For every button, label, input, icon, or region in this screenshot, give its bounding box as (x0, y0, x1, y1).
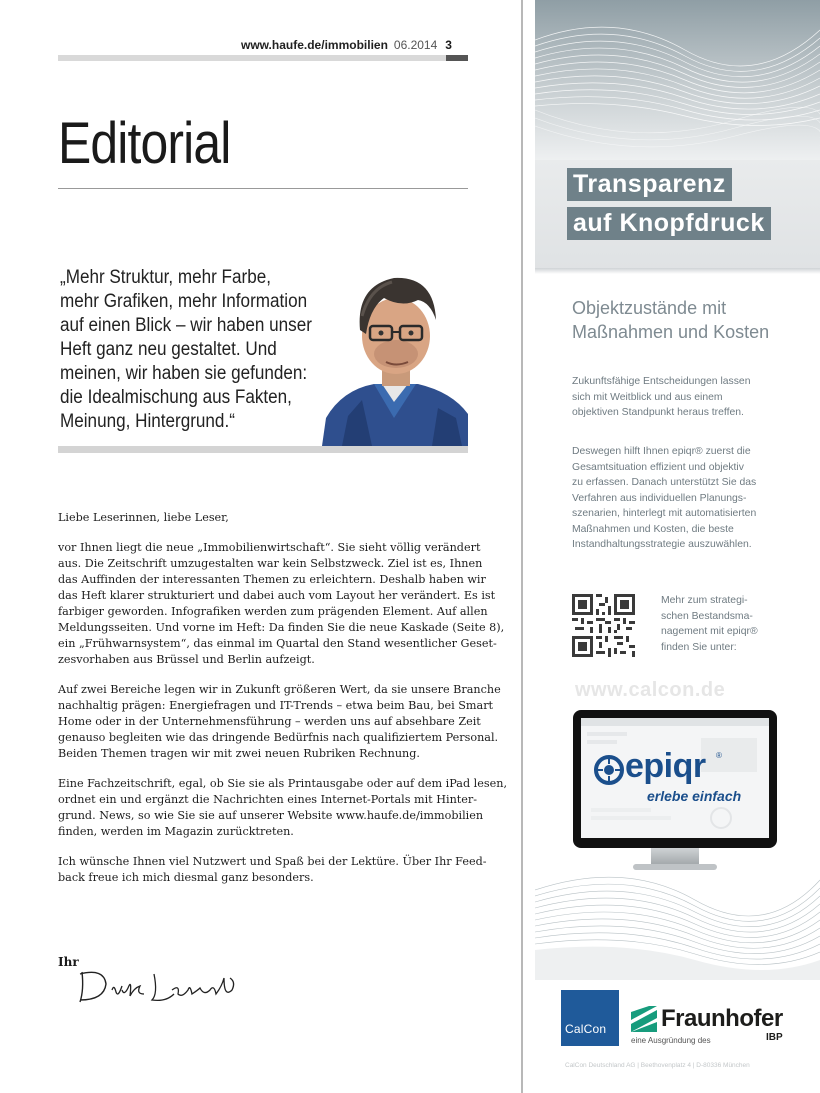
author-signature (74, 960, 244, 1010)
calcon-logo-text: CalCon (565, 1022, 607, 1036)
qr-line: Mehr zum strategi- (661, 595, 748, 606)
body-line: zesvorhaben aus Brüssel und Berlin aufzeigt. (58, 653, 315, 666)
website-link[interactable]: www.calcon.de (575, 679, 726, 701)
paragraph (58, 540, 505, 668)
header-date: 06.2014 (393, 38, 438, 52)
band-shadow (535, 268, 820, 274)
ad-paragraph (572, 374, 812, 421)
calcon-logo[interactable] (561, 990, 619, 1046)
paragraph (58, 854, 487, 886)
quote-line: mehr Grafiken, mehr Information (60, 291, 308, 312)
quote-line: die Idealmischung aus Fakten, (60, 387, 292, 408)
quote-line: auf einen Blick – wir haben unser (60, 315, 312, 336)
body-line: Beiden Themen tragen wir mit zwei neuen Rubriken Rechnung. (58, 747, 420, 760)
editorial-body (58, 510, 507, 886)
qr-caption (661, 593, 811, 655)
ad-paragraph (572, 444, 812, 553)
body-line: back freue ich mich diesmal ganz besonders. (58, 871, 314, 884)
ad-line: Deswegen hilft Ihnen epiqr® zuerst die (572, 446, 751, 457)
page-number: 3 (445, 38, 452, 52)
ad-headline-2: auf Knopfdruck (567, 207, 771, 240)
ad-line: zu erfassen. Danach unterstützt Sie das (572, 477, 757, 488)
page-divider (521, 0, 523, 1093)
title-rule (58, 188, 468, 189)
subhead-line: Maßnahmen und Kosten (572, 322, 770, 342)
wave-graphic (535, 0, 820, 160)
ad-line: Instandhaltungsstrategie auszuwählen. (572, 539, 752, 550)
ad-subhead (572, 296, 812, 344)
body-line: Ich wünsche Ihnen viel Nutzwert und Spaß bei der Lektüre. Über Ihr Feed- (58, 855, 487, 868)
body-line: vor Ihnen liegt die neue „Immobilienwirtschaft“. Sie sieht völlig verändert (58, 541, 481, 554)
ad-line: Gesamtsituation effizient und objektiv (572, 461, 744, 473)
body-line: das Auffinden der interessanten Themen zu erleichtern. Deshalb haben wir (58, 573, 486, 586)
paragraph (58, 682, 501, 762)
wave-graphic-bottom (535, 860, 820, 980)
ad-line: sich mit Weitblick und aus einem (572, 391, 723, 403)
qr-line: schen Bestandsma- (661, 610, 753, 622)
ad-headline-1: Transparenz (567, 168, 732, 201)
fraunhofer-logo-text: Fraunhofer (661, 1005, 783, 1032)
calcon-advertisement[interactable] (535, 0, 820, 1093)
closing: Ihr (58, 955, 79, 969)
ad-line: Verfahren aus individuellen Planungs- (572, 492, 747, 504)
header-url[interactable]: www.haufe.de/immobilien (241, 38, 388, 52)
page-title: Editorial (58, 111, 231, 176)
pull-quote (60, 266, 321, 434)
body-line: finden, werden im Magazin zurücktreten. (58, 825, 294, 838)
page-header (241, 38, 452, 52)
header-rule-accent (446, 55, 468, 61)
body-line: ordnet ein und ergänzt die Nachrichten eines Internet-Portals mit Hinter- (58, 793, 478, 806)
body-line: Eine Fachzeitschrift, egal, ob Sie sie als Printausgabe oder auf dem iPad lesen, (58, 777, 507, 790)
ad-footer-address: CalCon Deutschland AG | Beethovenplatz 4 | D-80336 München (565, 1062, 750, 1069)
ad-line: Zukunftsfähige Entscheidungen lassen (572, 376, 751, 387)
body-line: genauso begleiten wie das dringende Bedürfnis nach qualifiziertem Personal. (58, 731, 499, 744)
ad-line: Maßnahmen und Kosten, die beste (572, 523, 734, 535)
body-line: grund. News, so wie Sie sie auf unserer Website www.haufe.de/immobilien (58, 809, 484, 822)
quote-line: Heft ganz neu gestaltet. Und (60, 339, 277, 360)
spin-off-note: eine Ausgründung des (631, 1036, 711, 1045)
ad-line: szenarien, hinterlegt mit automatisierten (572, 508, 757, 519)
qr-line: nagement mit epiqr® (661, 626, 758, 637)
fraunhofer-logo-icon (631, 1006, 657, 1032)
body-line: das Heft klarer strukturiert und dabei auch vom Layout her verändert. Es ist (58, 589, 496, 602)
qr-line: finden Sie unter: (661, 641, 737, 653)
quote-rule (58, 446, 468, 453)
body-line: ein „Frühwarnsystem“, das einmal im Quartal den Stand wesentlicher Geset- (58, 637, 497, 650)
body-line: Meldungsseiten. Und vorne im Heft: Da finden Sie die neue Kaskade (Seite 8), (58, 621, 505, 634)
registered-mark: ® (716, 751, 722, 760)
epiqr-logo: epiqr (625, 747, 706, 785)
quote-line: meinen, wir haben sie gefunden: (60, 363, 308, 384)
epiqr-tagline: erlebe einfach (647, 788, 742, 804)
body-line: nachhaltig prägen: Energiefragen und IT-Trends – etwa beim Bau, bei Smart (58, 699, 494, 712)
body-line: Auf zwei Bereiche legen wir in Zukunft größeren Wert, da sie unsere Branche (58, 683, 501, 696)
subhead-line: Objektzustände mit (572, 298, 727, 318)
body-line: Home oder in der Unternehmensführung – werden uns auf absehbare Zeit (58, 715, 481, 728)
body-line: aus. Die Zeitschrift umzugestalten war kein Selbstzweck. Ziel ist es, Ihnen (58, 557, 483, 570)
ibp-label: IBP (766, 1032, 783, 1043)
monitor-graphic (573, 710, 777, 872)
body-line: farbiger geworden. Infografiken werden zum prägenden Element. Auf allen (58, 605, 488, 618)
quote-line: „Mehr Struktur, mehr Farbe, (60, 267, 271, 288)
author-portrait (322, 268, 468, 446)
paragraph (58, 776, 507, 840)
salutation: Liebe Leserinnen, liebe Leser, (58, 511, 229, 524)
quote-line: Meinung, Hintergrund.“ (60, 411, 235, 432)
header-rule (58, 55, 468, 61)
ad-line: objektiven Standpunkt heraus treffen. (572, 407, 744, 418)
qr-code-icon[interactable] (572, 594, 635, 657)
